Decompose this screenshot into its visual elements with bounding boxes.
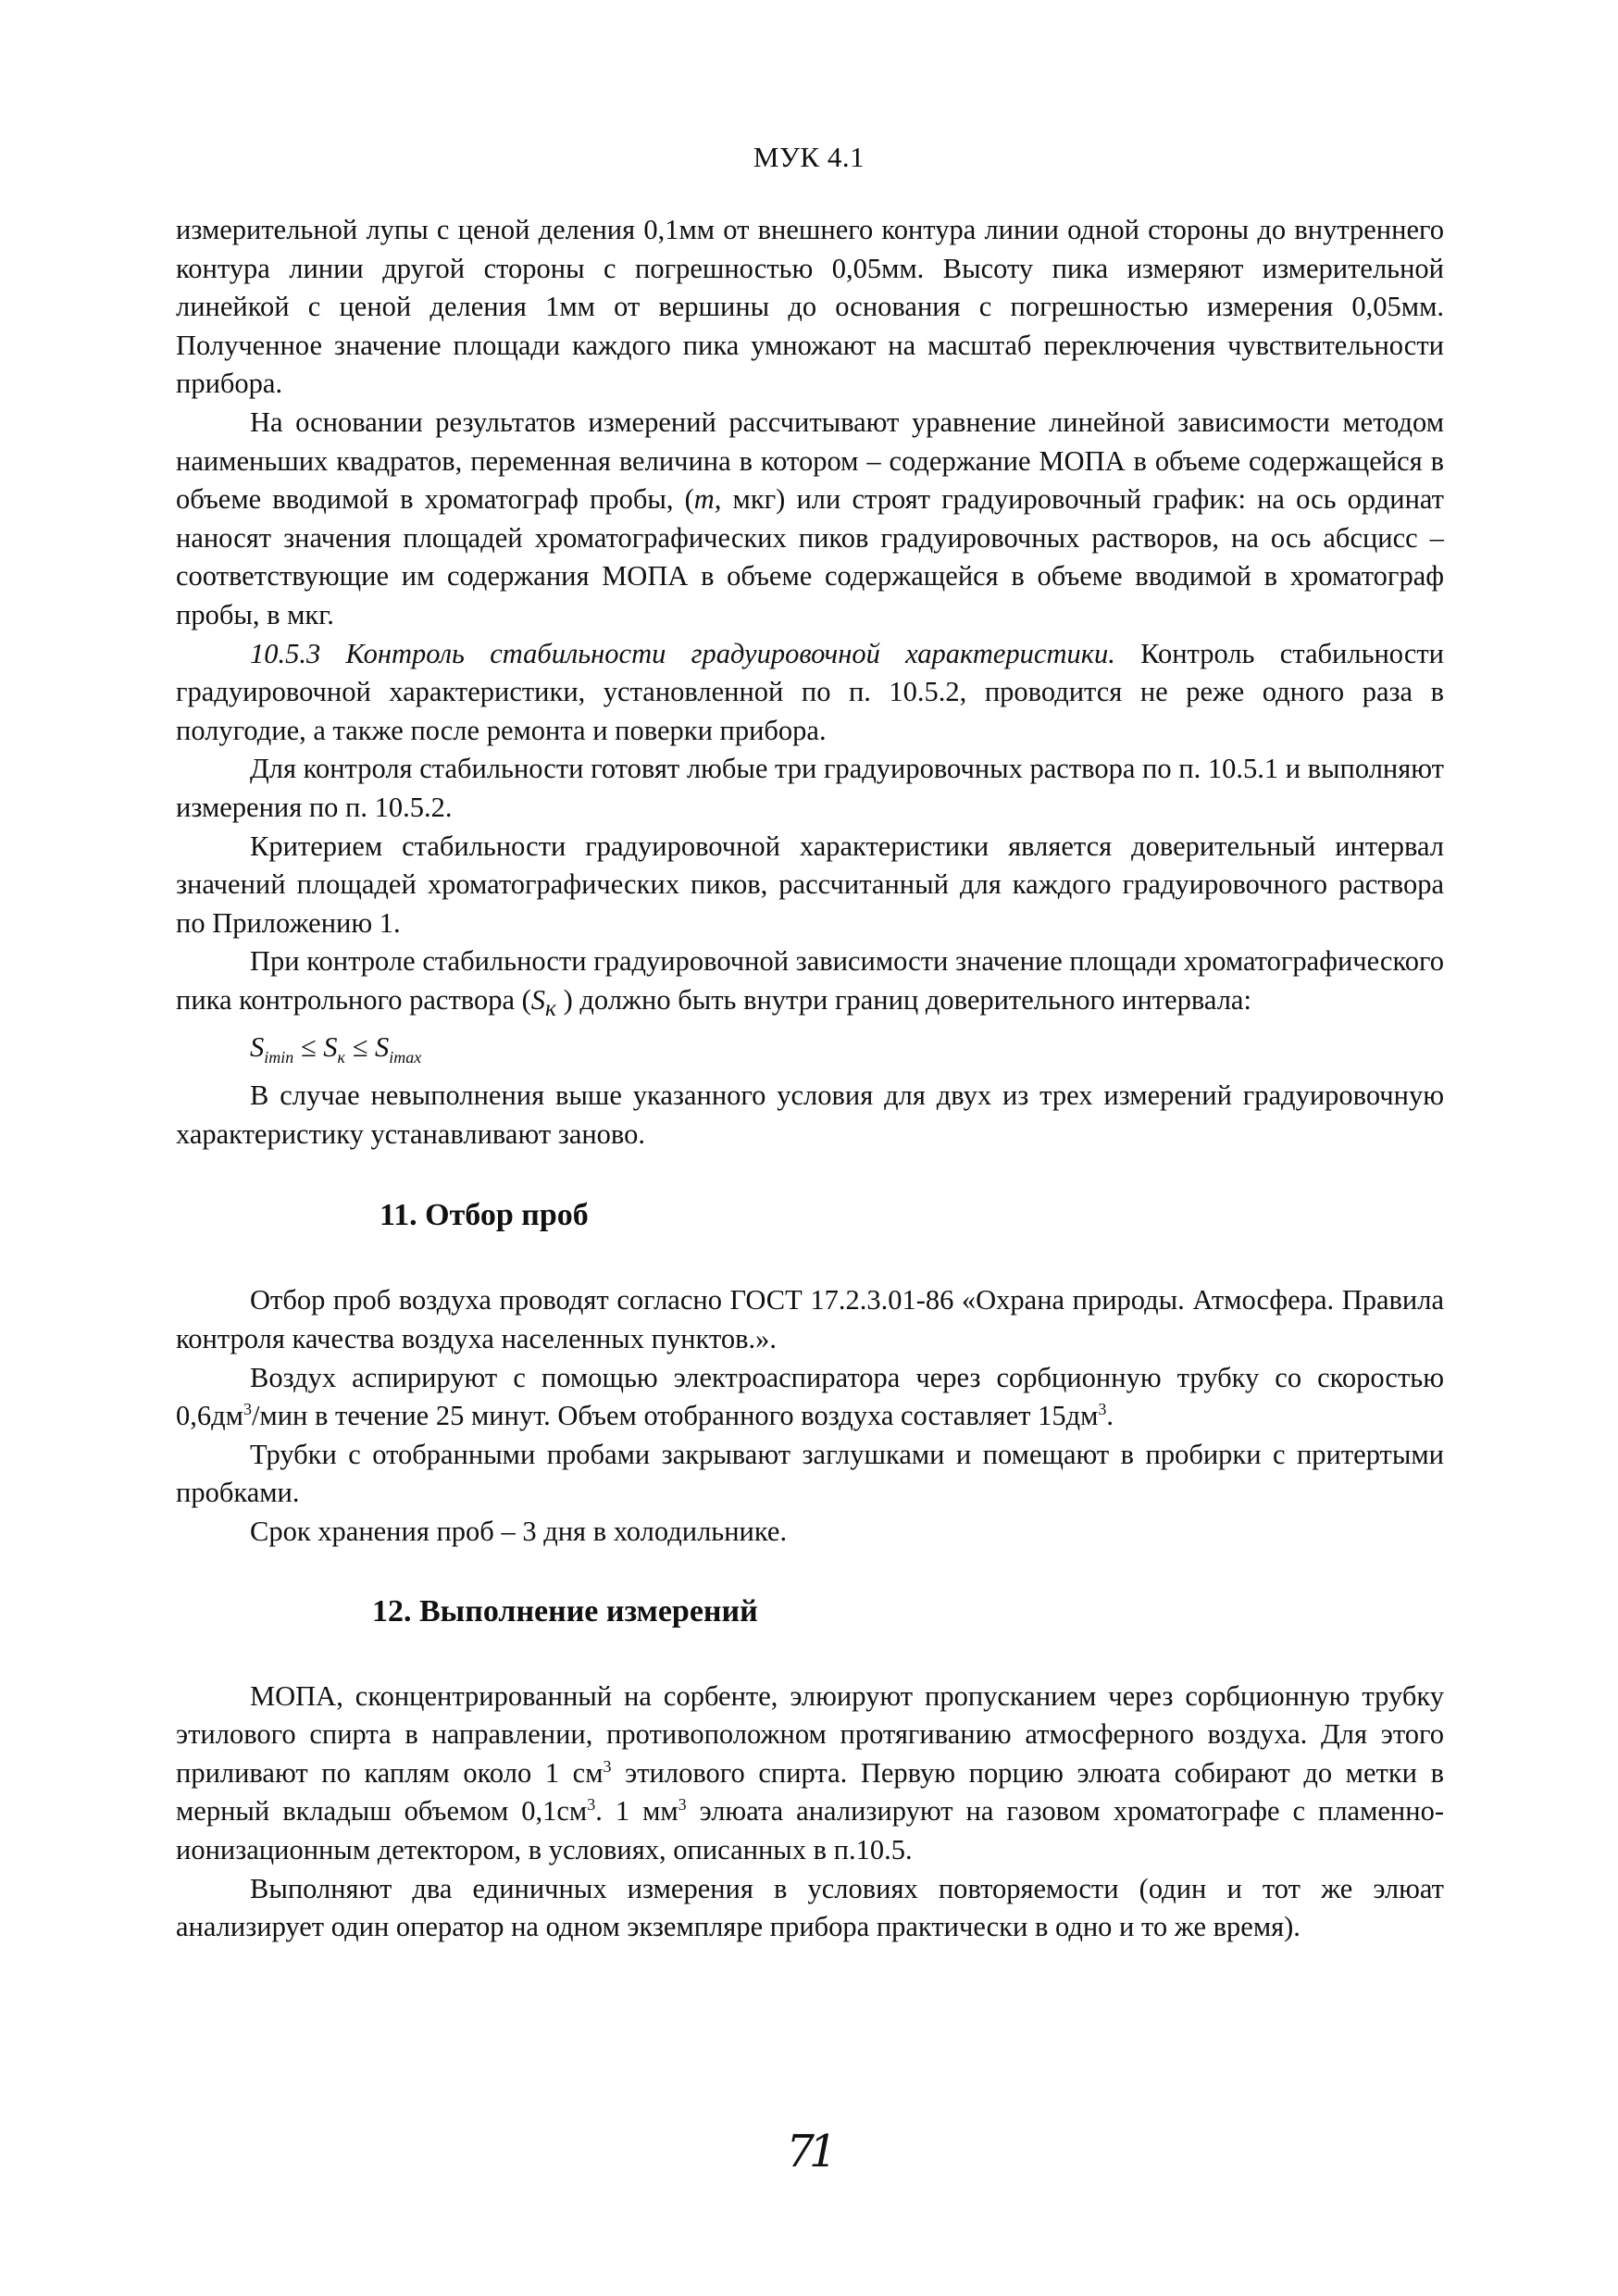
symbol-sk: $S_к$	[530, 983, 556, 1021]
paragraph: Срок хранения проб – 3 дня в холодильнике.	[250, 1516, 788, 1547]
formula: $S_{imin} \le S_к \le S_{imax}$	[250, 1030, 422, 1067]
variable-m: m,	[693, 483, 722, 516]
paragraph: Трубки с отобранными пробами закрывают заглушками и помещают в пробирки с притертыми пробками.	[176, 1438, 1444, 1509]
paragraph-text: ) должно быть внутри границ доверительного интервала:	[555, 983, 1251, 1016]
paragraph-text: Контроль стабильности градуировочной характеристики, установленной по п. 10.5.2, проводится не реже одного раза в полугодие, а также после ремонта и поверки прибора.	[176, 637, 1445, 746]
paragraph: Воздух аспирируют с помощью электроаспиратора через сорбционную трубку со скоростью $0,6дм^3$/мин в течение 25 минут. Объем отобранного воздуха составляет $15дм^3$.	[176, 1361, 1444, 1432]
section-heading-12: 12. Выполнение измерений	[372, 1593, 758, 1628]
page-header: МУК 4.1	[753, 141, 865, 173]
paragraph: измерительной лупы с ценой деления 0,1мм от внешнего контура линии одной стороны до внутреннего контура линии другой стороны с погрешностью 0,05мм. Высоту пика измеряют измерительной линейкой с ценой деления 1мм от вершины до основания с погрешностью измерения 0,05мм. Полученное значение площади каждого пика умножают на масштаб переключения чувствительности прибора.	[176, 214, 1444, 400]
paragraph: Для контроля стабильности готовят любые три градуировочных раствора по п. 10.5.1 и выполняют измерения по п. 10.5.2.	[176, 753, 1444, 823]
paragraph: Критерием стабильности градуировочной характеристики является доверительный интервал значений площадей хроматографических пиков, рассчитанный для каждого градуировочного раствора по Приложению 1.	[176, 830, 1444, 939]
document-body	[176, 211, 1444, 1947]
paragraph-text: На основании результатов измерений рассчитывают уравнение линейной зависимости методом наименьших квадратов, переменная величина в котором – содержание МОПА в объеме содержащейся в объеме вводимой в хроматограф пробы, (	[176, 406, 1444, 516]
paragraph-text: При контроле стабильности градуировочной зависимости значение площади хроматографического пика контрольного раствора (	[176, 945, 1444, 1016]
paragraph	[176, 635, 1444, 751]
page-number: 71	[786, 2126, 832, 2177]
paragraph: Выполняют два единичных измерения в условиях повторяемости (один и тот же элюат анализирует один оператор на одном экземпляре прибора практически в одно и то же время).	[176, 1872, 1444, 1943]
subsection-title: 10.5.3 Контроль стабильности градуировочной характеристики.	[250, 637, 1115, 669]
paragraph-text: мкг) или строят градуировочный график: на ось ординат наносят значения площадей хроматографических пиков градуировочных растворов, на ось абсцисс – соответствующие им содержания МОПА в объеме содержащейся в объеме вводимой в хроматограф пробы, в мкг.	[176, 483, 1444, 630]
paragraph: МОПА, сконцентрированный на сорбенте, элюируют пропусканием через сорбционную трубку этилового спирта в направлении, противоположном протягиванию атмосферного воздуха. Для этого приливают по каплям около 1 $см^3$ этилового спирта. Первую порцию элюата собирают до метки в мерный вкладыш объемом $0,1см^3$. 1 $мм^3$ элюата анализируют на газовом хроматографе с пламенно-ионизационным детектором, в условиях, описанных в п.10.5.	[176, 1679, 1444, 1866]
paragraph: Отбор проб воздуха проводят согласно ГОСТ 17.2.3.01-86 «Охрана природы. Атмосфера. Правила контроля качества воздуха населенных пунктов.».	[176, 1284, 1444, 1355]
paragraph: В случае невыполнения выше указанного условия для двух из трех измерений градуировочную характеристику устанавливают заново.	[176, 1079, 1444, 1150]
paragraph	[176, 942, 1444, 1028]
paragraph	[176, 404, 1444, 635]
section-heading-11: 11. Отбор проб	[380, 1198, 589, 1233]
